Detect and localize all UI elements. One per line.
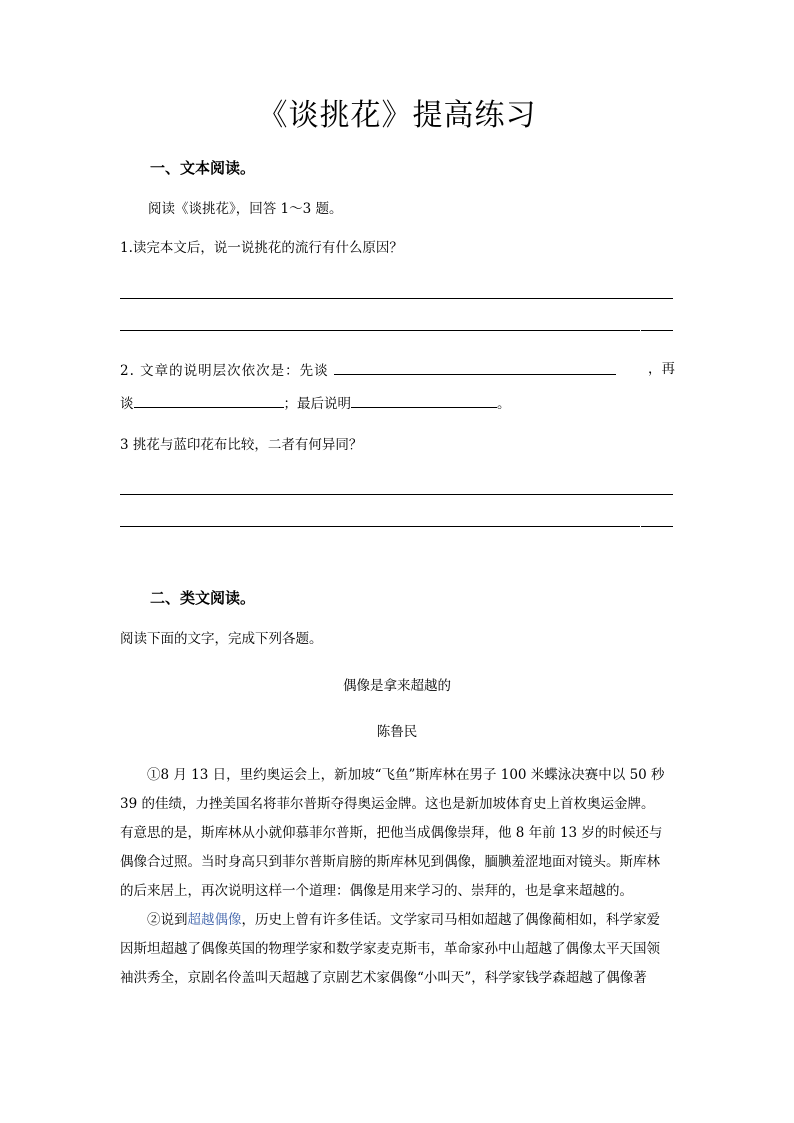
question-1: 1.读完本文后，说一说挑花的流行有什么原因？	[120, 240, 403, 256]
article-paragraph-2	[120, 906, 674, 993]
question-2-blank-2[interactable]	[134, 392, 284, 408]
paragraph-2-rest: ，历史上曾有许多佳话。文学家司马相如超越了偶像蔺相如，科学家爱	[241, 912, 660, 928]
paragraph-1-line: 39 的佳绩，力挫美国名将菲尔普斯夺得奥运金牌。这也是新加坡体育史上首枚奥运金牌。	[120, 796, 655, 812]
answer-line-q3-tail	[641, 526, 673, 527]
question-2-line-2	[120, 392, 511, 414]
paragraph-1-line: 偶像合过照。当时身高只到菲尔普斯肩膀的斯库林见到偶像，腼腆羞涩地面对镜头。斯库林	[120, 854, 660, 870]
paragraph-2-highlight: 超越偶像	[187, 912, 242, 928]
section-2-instruction: 阅读下面的文字，完成下列各题。	[120, 631, 323, 647]
question-2-text-d: ；最后说明	[283, 396, 351, 412]
section-1-instruction: 阅读《谈挑花》，回答 1～3 题。	[148, 201, 343, 217]
paragraph-2-line: 袖洪秀全，京剧名伶盖叫天超越了京剧艺术家偶像“小叫天”，科学家钱学森超越了偶像著	[120, 970, 647, 986]
paragraph-2-line: 因斯坦超越了偶像英国的物理学家和数学家麦克斯韦，革命家孙中山超越了偶像太平天国领	[120, 941, 660, 957]
article-author: 陈鲁民	[376, 724, 418, 740]
question-3: 3 挑花与蓝印花布比较，二者有何异同？	[120, 437, 363, 453]
question-2-blank-1[interactable]	[334, 359, 616, 375]
paragraph-2-line	[120, 906, 674, 935]
question-2-line-1	[120, 359, 616, 381]
answer-line-q3-1[interactable]	[120, 494, 673, 495]
article-paragraph-1	[120, 761, 674, 906]
question-2-text-e: 。	[497, 396, 511, 412]
answer-line-q1-1[interactable]	[120, 298, 673, 299]
answer-line-q1-2[interactable]	[120, 330, 640, 331]
paragraph-2-lead: ②说到	[147, 912, 188, 928]
answer-line-q1-tail	[641, 330, 673, 331]
section-2-heading: 二、类文阅读。	[150, 589, 256, 607]
question-2-text-c: 谈	[120, 396, 134, 412]
section-1-heading: 一、文本阅读。	[150, 159, 256, 177]
paragraph-1-line: ①8 月 13 日，里约奥运会上，新加坡“飞鱼”斯库林在男子 100 米蝶泳决赛中以 50 秒	[147, 767, 665, 783]
question-2-text-b: ，再	[648, 361, 675, 377]
question-2-blank-3[interactable]	[351, 392, 497, 408]
answer-line-q3-2[interactable]	[120, 526, 640, 527]
paragraph-1-line: 有意思的是，斯库林从小就仰慕菲尔普斯，把他当成偶像崇拜，他 8 年前 13 岁的时候还与	[120, 825, 663, 841]
article-title: 偶像是拿来超越的	[343, 678, 451, 694]
paragraph-1-line: 的后来居上，再次说明这样一个道理：偶像是用来学习的、崇拜的，也是拿来超越的。	[120, 883, 633, 899]
question-2-text-a: 2. 文章的说明层次依次是：先谈	[120, 363, 329, 379]
page-title: 《谈挑花》提高练习	[257, 98, 537, 133]
